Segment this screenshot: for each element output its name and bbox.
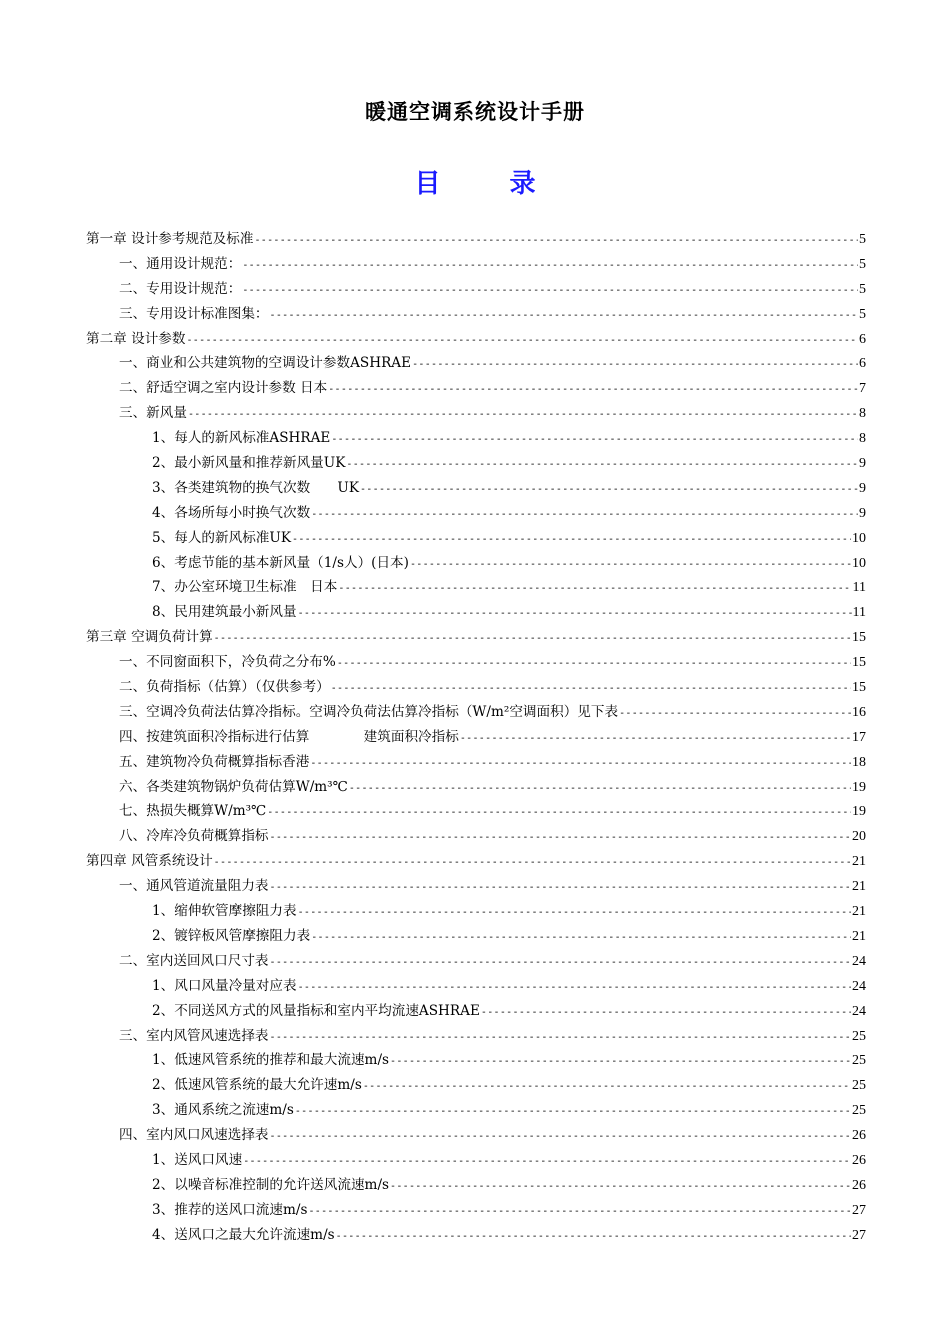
toc-entry-title: 五、建筑物冷负荷概算指标香港 xyxy=(119,753,310,770)
toc-entry-title: 八、冷库冷负荷概算指标 xyxy=(119,828,269,845)
toc-dash-leader xyxy=(295,1100,851,1123)
toc-section-entry[interactable] xyxy=(86,1123,866,1148)
toc-section-entry[interactable] xyxy=(86,650,866,675)
toc-dash-leader xyxy=(311,503,858,526)
toc-entry-title: 二、负荷指标（估算）（仅供参考） xyxy=(119,679,330,696)
toc-page-number: 21 xyxy=(852,854,866,870)
toc-dash-leader xyxy=(242,279,858,302)
toc-entry-title: 四、室内风口风速选择表 xyxy=(119,1127,269,1144)
toc-subsection-entry[interactable] xyxy=(86,1198,866,1223)
toc-page-number: 24 xyxy=(852,978,866,994)
toc-entry-title: 三、空调冷负荷法估算冷指标。空调冷负荷法估算冷指标（W/m²空调面积）见下表 xyxy=(119,703,619,720)
toc-page-number: 5 xyxy=(859,306,866,322)
toc-dash-leader xyxy=(328,378,858,401)
toc-page-number: 10 xyxy=(852,555,866,571)
toc-dash-leader xyxy=(214,627,851,650)
toc-entry-title: 2、镀锌板风管摩擦阻力表 xyxy=(152,927,311,944)
toc-subsection-entry[interactable] xyxy=(86,551,866,576)
toc-dash-leader xyxy=(311,926,851,949)
toc-section-entry[interactable] xyxy=(86,750,866,775)
toc-dash-leader xyxy=(410,553,851,576)
toc-page-number: 27 xyxy=(852,1202,866,1218)
toc-subsection-entry[interactable] xyxy=(86,600,866,625)
toc-entry-title: 2、最小新风量和推荐新风量UK xyxy=(152,455,346,472)
toc-entry-title: 4、各场所每小时换气次数 xyxy=(152,504,311,521)
toc-page-number: 20 xyxy=(852,829,866,845)
toc-entry-title: 2、不同送风方式的风量指标和室内平均流速ASHRAE xyxy=(152,1002,480,1019)
toc-entry-title: 一、商业和公共建筑物的空调设计参数ASHRAE xyxy=(119,355,412,372)
toc-page-number: 25 xyxy=(852,1078,866,1094)
toc-subsection-entry[interactable] xyxy=(86,924,866,949)
toc-section-entry[interactable] xyxy=(86,351,866,376)
toc-subsection-entry[interactable] xyxy=(86,426,866,451)
toc-entry-title: 1、风口风量冷量对应表 xyxy=(152,977,297,994)
toc-entry-title: 四、按建筑面积冷指标进行估算 建筑面积冷指标 xyxy=(119,728,459,745)
toc-entry-title: 二、室内送回风口尺寸表 xyxy=(119,952,269,969)
toc-chapter-entry[interactable] xyxy=(86,327,866,352)
toc-section-entry[interactable] xyxy=(86,725,866,750)
toc-dash-leader xyxy=(298,901,851,924)
toc-section-entry[interactable] xyxy=(86,874,866,899)
toc-dash-leader xyxy=(481,1001,851,1024)
toc-entry-title: 2、低速风管系统的最大允许速m/s xyxy=(152,1077,362,1094)
toc-entry-title: 6、考虑节能的基本新风量（1/s人）(日本) xyxy=(152,554,409,571)
toc-page-number: 9 xyxy=(859,456,866,472)
toc-dash-leader xyxy=(331,428,858,451)
toc-page-number: 9 xyxy=(859,480,866,496)
toc-dash-leader xyxy=(292,528,851,551)
toc-dash-leader xyxy=(243,1150,851,1173)
toc-page-number: 21 xyxy=(852,879,866,895)
toc-subsection-entry[interactable] xyxy=(86,526,866,551)
toc-entry-title: 5、每人的新风标准UK xyxy=(152,529,292,546)
toc-page-number: 5 xyxy=(859,232,866,247)
toc-subsection-entry[interactable] xyxy=(86,476,866,501)
toc-page-number: 9 xyxy=(859,505,866,521)
toc-page-number: 26 xyxy=(852,1152,866,1168)
toc-page-number: 25 xyxy=(852,1103,866,1119)
toc-entry-title: 3、各类建筑物的换气次数 UK xyxy=(152,479,359,496)
toc-entry-title: 第三章 空调负荷计算 xyxy=(86,629,213,646)
toc-dash-leader xyxy=(349,777,851,800)
toc-entry-title: 7、办公室环境卫生标准 日本 xyxy=(152,579,338,596)
toc-page-number: 6 xyxy=(859,356,866,372)
toc-chapter-entry[interactable] xyxy=(86,849,866,874)
toc-heading: 目 录 xyxy=(414,169,566,199)
toc-dash-leader xyxy=(298,602,852,625)
toc-page-number: 25 xyxy=(852,1053,866,1069)
toc-page-number: 8 xyxy=(859,431,866,447)
toc-dash-leader xyxy=(242,254,858,277)
toc-dash-leader xyxy=(188,403,858,426)
toc-dash-leader xyxy=(390,1050,851,1073)
toc-dash-leader xyxy=(308,1200,851,1223)
toc-entry-title: 第一章 设计参考规范及标准 xyxy=(86,231,254,247)
toc-section-entry[interactable] xyxy=(86,302,866,327)
toc-dash-leader xyxy=(346,453,858,476)
toc-dash-leader xyxy=(298,976,851,999)
toc-entry-title: 1、低速风管系统的推荐和最大流速m/s xyxy=(152,1052,390,1069)
toc-page-number: 8 xyxy=(859,406,866,422)
toc-dash-leader xyxy=(267,801,851,824)
toc-dash-leader xyxy=(412,353,858,376)
toc-subsection-entry[interactable] xyxy=(86,575,866,600)
toc-dash-leader xyxy=(360,478,858,501)
toc-page-number: 26 xyxy=(852,1128,866,1144)
toc-section-entry[interactable] xyxy=(86,824,866,849)
toc-entry-title: 第二章 设计参数 xyxy=(86,330,186,347)
toc-dash-leader xyxy=(390,1175,851,1198)
toc-section-entry[interactable] xyxy=(86,277,866,302)
toc-entry-title: 1、每人的新风标准ASHRAE xyxy=(152,430,331,447)
toc-page-number: 11 xyxy=(852,580,866,596)
toc-page-number: 26 xyxy=(852,1177,866,1193)
table-of-contents xyxy=(86,227,866,1248)
toc-entry-title: 一、通风管道流量阻力表 xyxy=(119,878,269,895)
toc-entry-title: 二、专用设计规范： xyxy=(119,280,242,297)
toc-page-number: 24 xyxy=(852,953,866,969)
toc-chapter-entry[interactable] xyxy=(86,625,866,650)
toc-dash-leader xyxy=(214,851,851,874)
toc-subsection-entry[interactable] xyxy=(86,1148,866,1173)
toc-page-number: 7 xyxy=(859,381,866,397)
toc-dash-leader xyxy=(254,229,858,252)
toc-entry-title: 第四章 风管系统设计 xyxy=(86,853,213,870)
toc-entry-title: 一、通用设计规范： xyxy=(119,255,242,272)
toc-subsection-entry[interactable] xyxy=(86,1048,866,1073)
toc-entry-title: 1、送风口风速 xyxy=(152,1151,243,1168)
toc-subsection-entry[interactable] xyxy=(86,451,866,476)
toc-page-number: 11 xyxy=(852,605,866,621)
toc-dash-leader xyxy=(619,702,851,725)
toc-chapter-entry[interactable] xyxy=(86,227,866,252)
toc-section-entry[interactable] xyxy=(86,949,866,974)
toc-subsection-entry[interactable] xyxy=(86,1098,866,1123)
toc-subsection-entry[interactable] xyxy=(86,899,866,924)
toc-subsection-entry[interactable] xyxy=(86,1073,866,1098)
toc-dash-leader xyxy=(270,304,858,327)
toc-dash-leader xyxy=(336,1225,851,1248)
toc-page-number: 24 xyxy=(852,1003,866,1019)
toc-entry-title: 二、舒适空调之室内设计参数 日本 xyxy=(119,380,328,397)
toc-dash-leader xyxy=(270,951,851,974)
toc-entry-title: 三、室内风管风速选择表 xyxy=(119,1027,269,1044)
toc-page-number: 5 xyxy=(859,256,866,272)
toc-subsection-entry[interactable] xyxy=(86,974,866,999)
toc-page-number: 21 xyxy=(852,928,866,944)
toc-dash-leader xyxy=(363,1075,851,1098)
toc-entry-title: 3、通风系统之流速m/s xyxy=(152,1102,294,1119)
toc-page-number: 25 xyxy=(852,1028,866,1044)
toc-entry-title: 8、民用建筑最小新风量 xyxy=(152,604,297,621)
toc-entry-title: 4、送风口之最大允许流速m/s xyxy=(152,1226,335,1243)
toc-page-number: 6 xyxy=(859,331,866,347)
toc-page-number: 19 xyxy=(852,804,866,820)
toc-page-number: 21 xyxy=(852,904,866,920)
toc-entry-title: 3、推荐的送风口流速m/s xyxy=(152,1201,308,1218)
toc-section-entry[interactable] xyxy=(86,675,866,700)
toc-dash-leader xyxy=(310,752,851,775)
toc-entry-title: 三、新风量 xyxy=(119,405,187,422)
toc-section-entry[interactable] xyxy=(86,376,866,401)
toc-page-number: 17 xyxy=(852,729,866,745)
toc-entry-title: 六、各类建筑物锅炉负荷估算W/m³℃ xyxy=(119,778,348,795)
toc-entry-title: 一、不同窗面积下，冷负荷之分布% xyxy=(119,654,336,671)
toc-page-number: 5 xyxy=(859,281,866,297)
toc-section-entry[interactable] xyxy=(86,775,866,800)
toc-entry-title: 1、缩伸软管摩擦阻力表 xyxy=(152,903,297,920)
toc-subsection-entry[interactable] xyxy=(86,1173,866,1198)
toc-dash-leader xyxy=(460,727,851,750)
toc-subsection-entry[interactable] xyxy=(86,1223,866,1248)
toc-entry-title: 三、专用设计标准图集： xyxy=(119,305,269,322)
toc-page-number: 27 xyxy=(852,1227,866,1243)
toc-dash-leader xyxy=(270,1125,851,1148)
toc-dash-leader xyxy=(270,1026,851,1049)
toc-section-entry[interactable] xyxy=(86,401,866,426)
toc-subsection-entry[interactable] xyxy=(86,501,866,526)
toc-page-number: 10 xyxy=(852,530,866,546)
toc-section-entry[interactable] xyxy=(86,700,866,725)
toc-page-number: 16 xyxy=(852,704,866,720)
toc-entry-title: 七、热损失概算W/m³℃ xyxy=(119,803,267,820)
toc-page-number: 15 xyxy=(852,680,866,696)
toc-dash-leader xyxy=(337,652,851,675)
toc-dash-leader xyxy=(270,826,851,849)
toc-page-number: 18 xyxy=(852,754,866,770)
toc-entry-title: 2、以噪音标准控制的允许送风流速m/s xyxy=(152,1176,390,1193)
toc-dash-leader xyxy=(331,677,851,700)
toc-page-number: 15 xyxy=(852,655,866,671)
toc-section-entry[interactable] xyxy=(86,1024,866,1049)
toc-section-entry[interactable] xyxy=(86,799,866,824)
toc-subsection-entry[interactable] xyxy=(86,999,866,1024)
toc-dash-leader xyxy=(270,876,851,899)
toc-dash-leader xyxy=(186,329,858,352)
toc-dash-leader xyxy=(338,577,851,600)
toc-section-entry[interactable] xyxy=(86,252,866,277)
toc-page-number: 15 xyxy=(852,630,866,646)
toc-page-number: 19 xyxy=(852,779,866,795)
document-title: 暖通空调系统设计手册 xyxy=(365,100,585,124)
